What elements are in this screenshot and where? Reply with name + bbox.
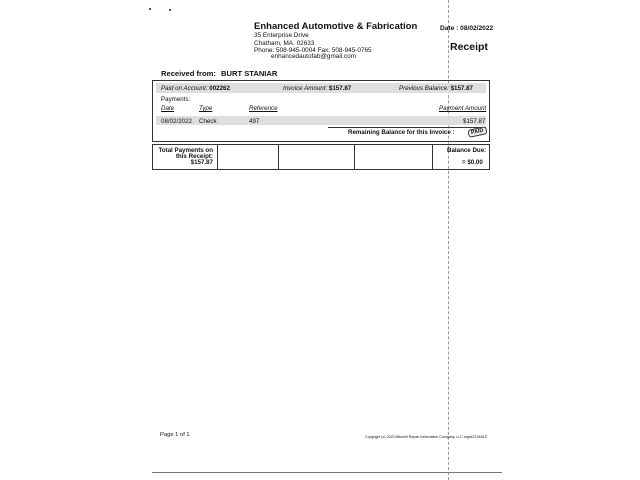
previous-balance-value: $157.87 xyxy=(450,85,473,92)
company-name: Enhanced Automotive & Fabrication xyxy=(254,21,418,32)
company-city: Chatham, MA. 02633 xyxy=(254,40,315,47)
payment-box-inner xyxy=(156,83,486,138)
header-type: Type xyxy=(199,105,213,112)
company-street: 35 Enterprise Drive xyxy=(254,32,309,39)
previous-balance-label: Previous Balance: xyxy=(399,85,449,92)
totals-box xyxy=(152,144,490,170)
row-type: Check xyxy=(199,118,217,125)
page-bottom-line xyxy=(152,472,502,473)
company-email: enhancedautofab@gmail.com xyxy=(271,53,357,60)
previous-balance xyxy=(399,85,473,92)
balance-due-label: Balance Due: xyxy=(447,147,487,154)
totals-cell xyxy=(217,145,279,169)
invoice-amount-label: Invoice Amount: xyxy=(283,85,328,92)
received-from xyxy=(161,69,277,78)
invoice-amount xyxy=(283,85,351,92)
remaining-divider xyxy=(328,127,486,128)
payments-label: Payments: xyxy=(161,96,191,103)
totals-label-cell xyxy=(153,145,218,169)
copyright: Copyright (c) 2022 Mitchell Repair Information Company, LLC mgrd22194&S xyxy=(365,435,487,439)
totals-cell xyxy=(432,145,433,169)
document-title: Receipt xyxy=(450,41,488,53)
invoice-amount-value: $157.87 xyxy=(328,85,352,92)
scan-speck xyxy=(149,8,151,10)
paid-on-account xyxy=(161,85,230,92)
header-payment-amount: Payment Amount xyxy=(439,105,487,112)
paid-on-value: 002262 xyxy=(209,85,230,92)
scan-speck xyxy=(169,9,171,11)
page-number: Page 1 of 1 xyxy=(160,432,190,438)
paid-stamp: PAID xyxy=(467,126,487,138)
totals-value: $157.87 xyxy=(190,159,213,166)
totals-label-line1: Total Payments on xyxy=(158,147,213,154)
balance-due-value: = $0.00 xyxy=(462,159,483,166)
row-reference: 497 xyxy=(249,118,260,125)
totals-cell xyxy=(354,145,433,169)
header-date: Date xyxy=(161,105,175,112)
fold-line xyxy=(448,0,449,480)
row-date: 08/02/2022 xyxy=(161,118,192,125)
paid-on-label: Paid on Account: xyxy=(161,85,208,92)
totals-label-line2: this Receipt: xyxy=(175,153,213,160)
company-phone-fax: Phone: 508-945-0004 Fax: 508-945-0765 xyxy=(254,47,372,54)
header-reference: Reference xyxy=(249,105,278,112)
received-label: Received from: xyxy=(161,69,216,78)
totals-cell xyxy=(278,145,355,169)
document-date: Date : 08/02/2022 xyxy=(440,25,494,32)
row-amount: $157.87 xyxy=(463,118,486,125)
remaining-balance-label: Remaining Balance for this Invoice : xyxy=(348,129,455,136)
received-name: BURT STANIAR xyxy=(221,69,278,78)
